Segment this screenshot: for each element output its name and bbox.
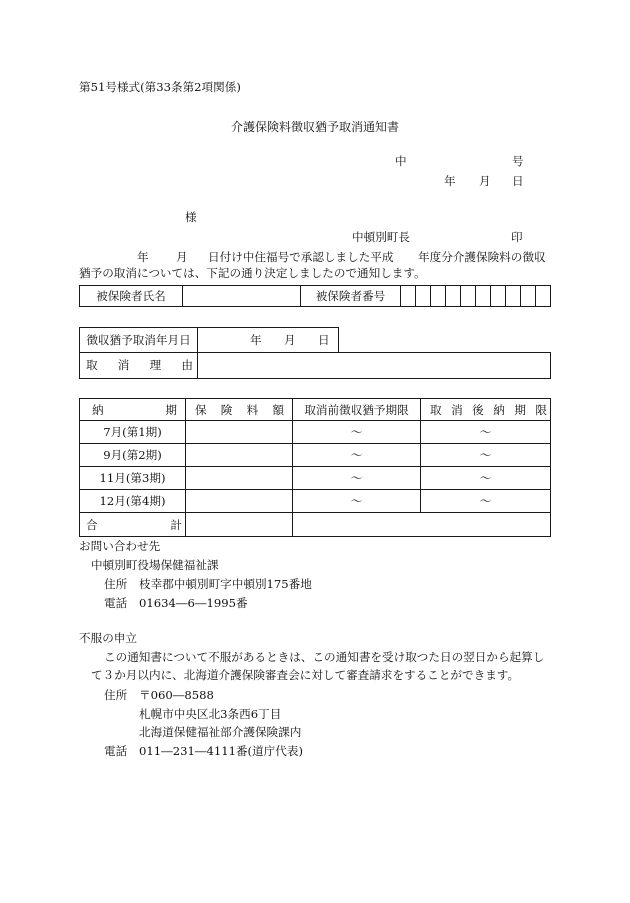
- total-label: 合計: [80, 513, 186, 537]
- table-row: [80, 421, 551, 444]
- table-row: [80, 467, 551, 490]
- header-premium-amount: 保険料額: [186, 399, 293, 421]
- body-line-2: 猶予の取消については、下記の通り決定しましたので通知します。: [79, 266, 426, 280]
- appeal-address-label: 住所: [104, 688, 128, 702]
- row-deadline-before: ～: [293, 421, 421, 444]
- row-period: 12月(第4期): [80, 490, 186, 513]
- header-deadline-after-cancellation: 取消後納期限: [421, 399, 551, 421]
- insured-person-row: [80, 286, 551, 307]
- row-deadline-after: ～: [421, 421, 551, 444]
- table-row: [80, 444, 551, 467]
- contact-address: 枝幸郡中頓別町字中頓別175番地: [139, 577, 312, 591]
- document-title: 介護保険料徴収猶予取消通知書: [230, 120, 399, 134]
- appeal-address-line-2: 北海道保健福祉部介護保険課内: [139, 725, 302, 739]
- row-premium-amount: [186, 490, 293, 513]
- insured-number-digit-box: [536, 286, 551, 307]
- body-approval-year: 年: [137, 250, 149, 264]
- schedule-table: [79, 398, 551, 537]
- contact-phone: 01634―6―1995番: [139, 596, 248, 610]
- total-row: [80, 513, 551, 537]
- row-deadline-after: ～: [421, 467, 551, 490]
- cancellation-date-label: 徴収猶予取消年月日: [86, 333, 191, 347]
- issue-date-year: 年: [444, 174, 456, 188]
- insured-number-digit-box: [431, 286, 446, 307]
- insured-number-digit-box: [401, 286, 416, 307]
- insured-person-table: [79, 285, 551, 307]
- cancellation-reason-field: [197, 352, 551, 379]
- row-premium-amount: [186, 421, 293, 444]
- contact-phone-label: 電話: [104, 596, 128, 610]
- cancellation-date-field: [197, 327, 339, 353]
- cancellation-date-month: 月: [284, 333, 296, 347]
- cancellation-reason-label: 取消理由: [79, 352, 198, 379]
- appeal-phone: 011―231―4111番(道庁代表): [139, 744, 303, 758]
- row-deadline-before: ～: [293, 444, 421, 467]
- appeal-text-line-2: て３か月以内に、北海道介護保険審査会に対して審査請求をすることができます。: [91, 668, 520, 682]
- cancellation-date-label-cell: [79, 327, 198, 353]
- row-deadline-after: ～: [421, 490, 551, 513]
- appeal-postal-code: 〒060―8588: [139, 688, 214, 702]
- issue-date-month: 月: [479, 174, 491, 188]
- header-deadline-before-cancellation: 取消前徴収猶予期限: [293, 399, 421, 421]
- appeal-text-line-1: この通知書について不服があるときは、この通知書を受け取つた日の翌日から起算し: [104, 650, 545, 664]
- body-approval-month: 月: [176, 250, 188, 264]
- contact-address-label: 住所: [104, 577, 128, 591]
- row-deadline-before: ～: [293, 467, 421, 490]
- header-due-period: 納期: [80, 399, 186, 421]
- contact-heading: お問い合わせ先: [79, 539, 161, 553]
- body-fiscal-year-text: 年度分介護保険料の徴収: [418, 250, 546, 264]
- insured-number-digit-box: [446, 286, 461, 307]
- row-premium-amount: [186, 467, 293, 490]
- total-blank-cell: [293, 513, 551, 537]
- insured-number-digit-box: [416, 286, 431, 307]
- row-deadline-before: ～: [293, 490, 421, 513]
- appeal-heading: 不服の申立: [79, 631, 137, 645]
- row-period: 9月(第2期): [80, 444, 186, 467]
- appeal-phone-label: 電話: [104, 744, 128, 758]
- notice-number-suffix: 号: [512, 154, 524, 168]
- row-period: 11月(第3期): [80, 467, 186, 490]
- contact-office: 中頓別町役場保健福祉課: [91, 558, 219, 572]
- row-period: 7月(第1期): [80, 421, 186, 444]
- cancellation-date-year: 年: [250, 333, 262, 347]
- insured-name-label: 被保険者氏名: [80, 286, 183, 307]
- body-approval-text: 日付け中住福号で承認しました平成: [208, 250, 394, 264]
- appeal-address-line-1: 札幌市中央区北3条西6丁目: [139, 707, 282, 721]
- form-number: 第51号様式(第33条第2項関係): [79, 80, 241, 94]
- insured-number-digit-box: [491, 286, 506, 307]
- insured-number-digit-box: [521, 286, 536, 307]
- schedule-header-row: [80, 399, 551, 421]
- insured-number-digit-box: [476, 286, 491, 307]
- table-row: [80, 490, 551, 513]
- insured-name-field: [183, 286, 301, 307]
- insured-number-label: 被保険者番号: [301, 286, 401, 307]
- notice-number-prefix: 中: [395, 154, 407, 168]
- issuer-seal: 印: [511, 230, 523, 244]
- row-deadline-after: ～: [421, 444, 551, 467]
- issuer-title: 中頓別町長: [352, 230, 410, 244]
- insured-number-digit-box: [506, 286, 521, 307]
- addressee-honorific: 様: [185, 210, 197, 224]
- cancellation-date-day: 日: [318, 333, 330, 347]
- total-premium-amount: [186, 513, 293, 537]
- row-premium-amount: [186, 444, 293, 467]
- insured-number-digit-box: [461, 286, 476, 307]
- issue-date-day: 日: [512, 174, 524, 188]
